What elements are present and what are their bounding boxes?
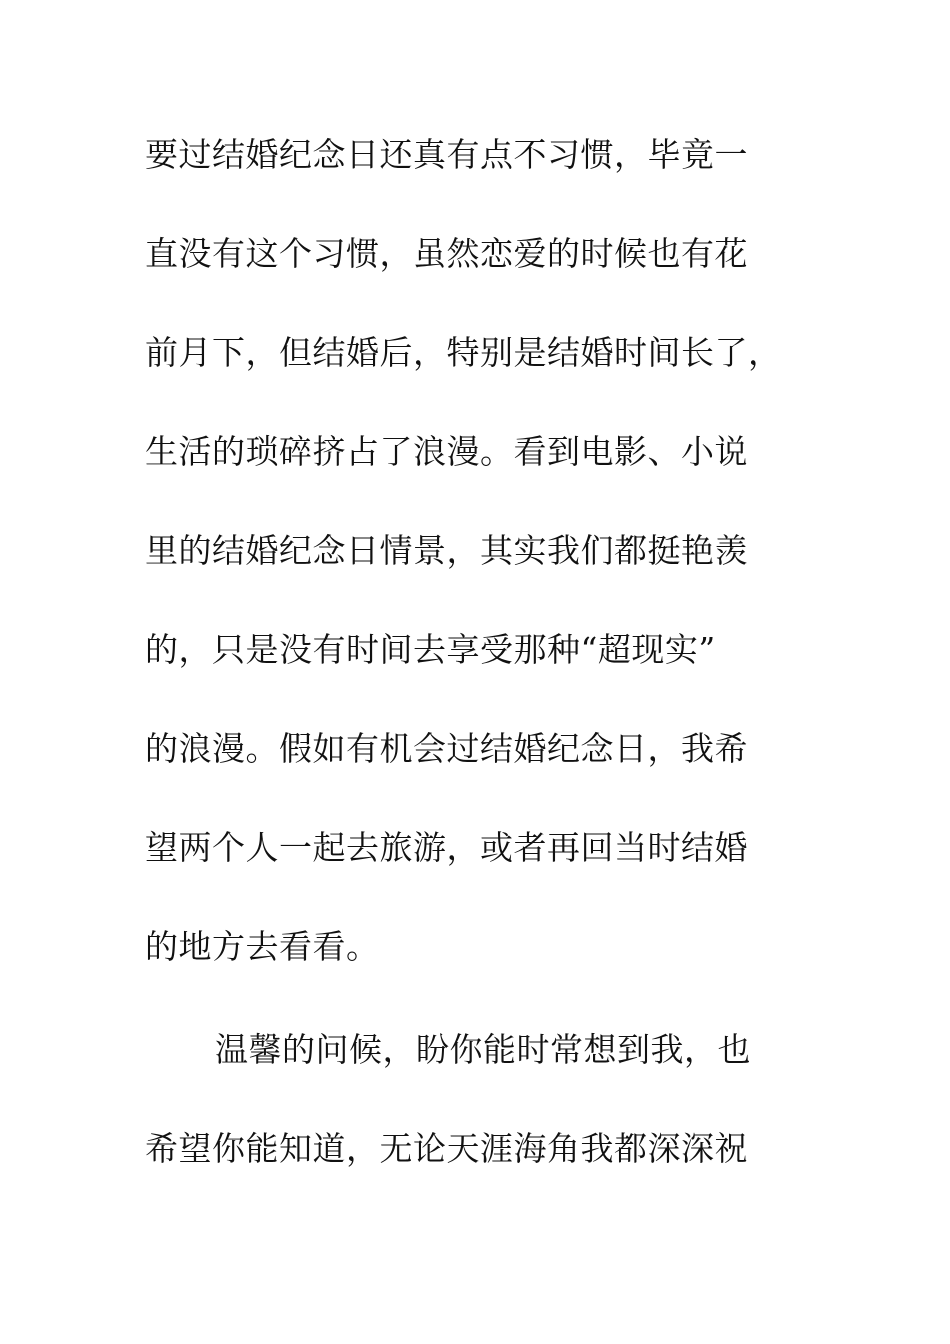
paragraph-1-line-2: 直没有这个习惯，虽然恋爱的时候也有花 — [145, 234, 748, 273]
paragraph-1-line-6: 的，只是没有时间去享受那种“超现实” — [145, 630, 716, 669]
paragraph-1-line-8: 望两个人一起去旅游，或者再回当时结婚 — [145, 828, 748, 867]
paragraph-1-line-3: 前月下，但结婚后，特别是结婚时间长了， — [145, 333, 782, 372]
paragraph-1-line-5: 里的结婚纪念日情景，其实我们都挺艳羡 — [145, 531, 748, 570]
paragraph-2-line-1: 温馨的问候，盼你能时常想到我，也 — [215, 1030, 751, 1069]
paragraph-1-line-9: 的地方去看看。 — [145, 927, 380, 966]
paragraph-2-line-2: 希望你能知道，无论天涯海角我都深深祝 — [145, 1129, 748, 1168]
paragraph-1-line-7: 的浪漫。假如有机会过结婚纪念日，我希 — [145, 729, 748, 768]
paragraph-1-line-1: 要过结婚纪念日还真有点不习惯，毕竟一 — [145, 135, 748, 174]
paragraph-1-line-4: 生活的琐碎挤占了浪漫。看到电影、小说 — [145, 432, 748, 471]
